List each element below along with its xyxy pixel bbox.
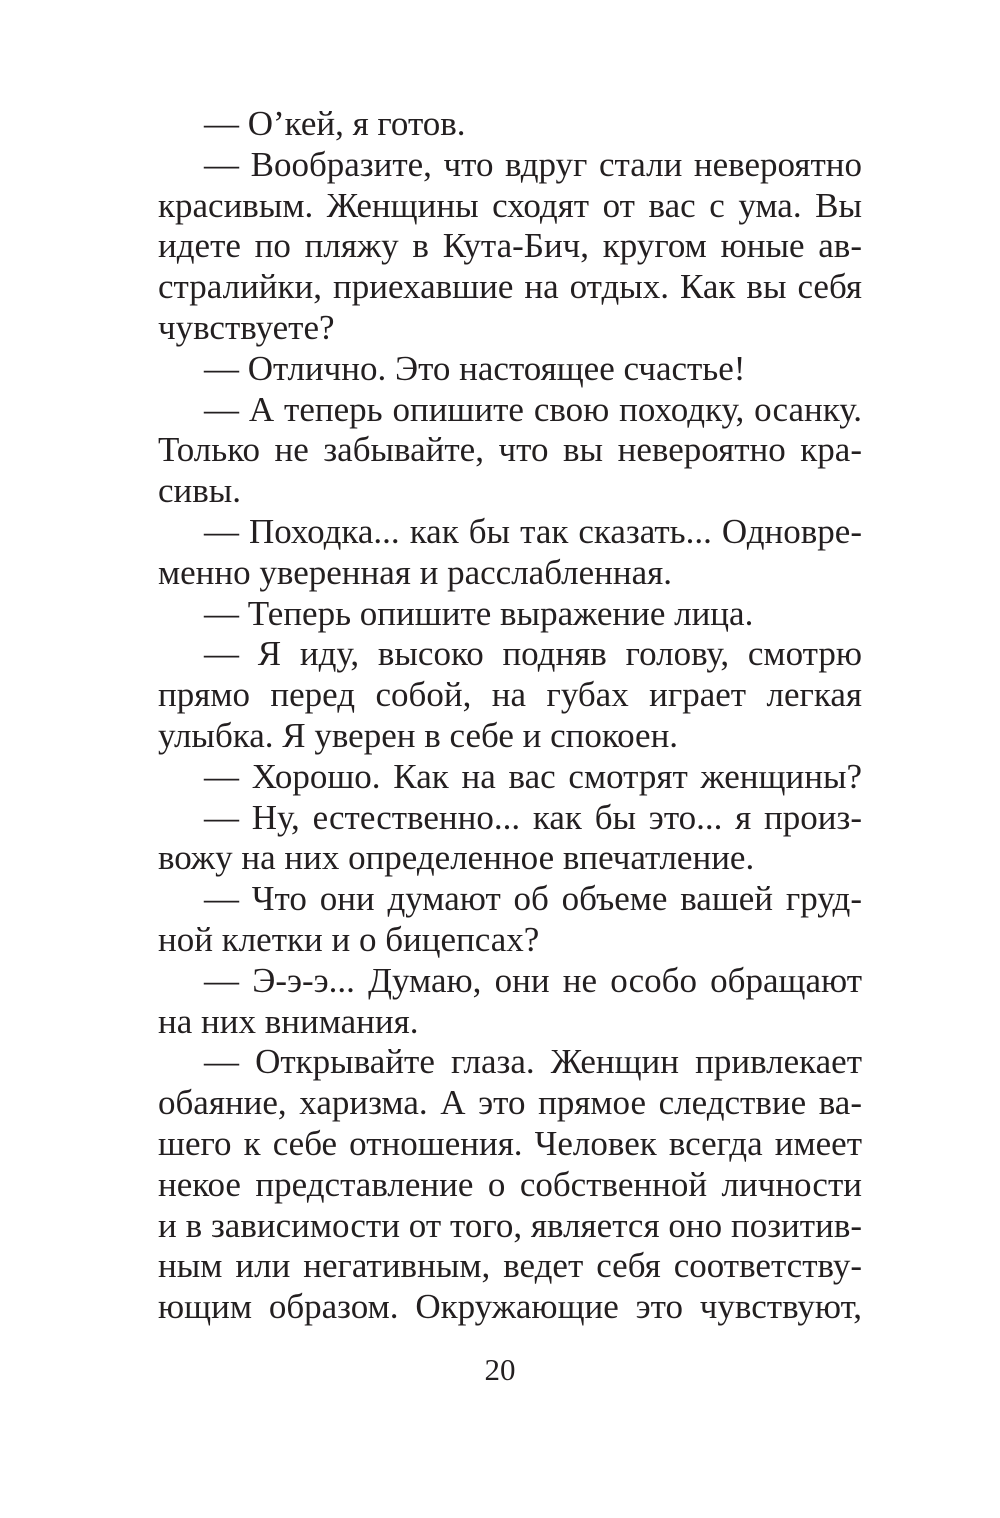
text-line: ной клетки и о бицепсах?	[158, 919, 540, 959]
text-line: шего к себе отношения. Человек всегда имеет	[158, 1123, 862, 1163]
text-line: — А теперь опишите свою походку, осанку.	[204, 389, 862, 429]
text-line: — Открывайте глаза. Женщин привлекает	[204, 1042, 862, 1082]
body-text	[158, 104, 862, 1328]
text-line: стралийки, приехавшие на отдых. Как вы себя	[158, 267, 862, 307]
page-number: 20	[484, 1352, 516, 1387]
text-line: — Я иду, высоко подняв голову, смотрю	[204, 634, 862, 674]
text-line: чувствуете?	[158, 307, 335, 347]
text-line: — Ну, естественно... как бы это... я произ-	[204, 797, 862, 837]
text-line: — Отлично. Это настоящее счастье!	[204, 348, 746, 388]
text-line: Только не забывайте, что вы невероятно кра-	[158, 430, 862, 470]
text-line: — Хорошо. Как на вас смотрят женщины?	[204, 756, 862, 796]
text-line: вожу на них определенное впечатление.	[158, 838, 755, 878]
text-line: красивым. Женщины сходят от вас с ума. Вы	[158, 185, 862, 225]
text-line: ющим образом. Окружающие это чувствуют,	[158, 1287, 862, 1327]
text-line: — Э-э-э... Думаю, они не особо обращают	[204, 960, 862, 1000]
text-line: идете по пляжу в Кута-Бич, кругом юные ав-	[158, 226, 862, 266]
text-line: менно уверенная и расслабленная.	[158, 552, 672, 592]
text-line: прямо перед собой, на губах играет легкая	[158, 675, 862, 715]
text-line: — Походка... как бы так сказать... Одновре-	[204, 511, 862, 551]
text-line: и в зависимости от того, является оно позитив-	[158, 1205, 862, 1245]
text-line: ным или негативным, ведет себя соответству-	[158, 1246, 862, 1286]
text-line: сивы.	[158, 471, 242, 511]
text-line: — Теперь опишите выражение лица.	[204, 593, 754, 633]
text-line: — Что они думают об объеме вашей груд-	[204, 879, 862, 919]
text-line: — О’кей, я готов.	[204, 104, 466, 143]
text-line: обаяние, харизма. А это прямое следствие ва-	[158, 1083, 862, 1123]
text-line: улыбка. Я уверен в себе и спокоен.	[158, 715, 679, 755]
text-line: на них внимания.	[158, 1001, 419, 1041]
text-line: некое представление о собственной личности	[158, 1164, 862, 1204]
text-line: — Вообразите, что вдруг стали невероятно	[204, 144, 862, 184]
